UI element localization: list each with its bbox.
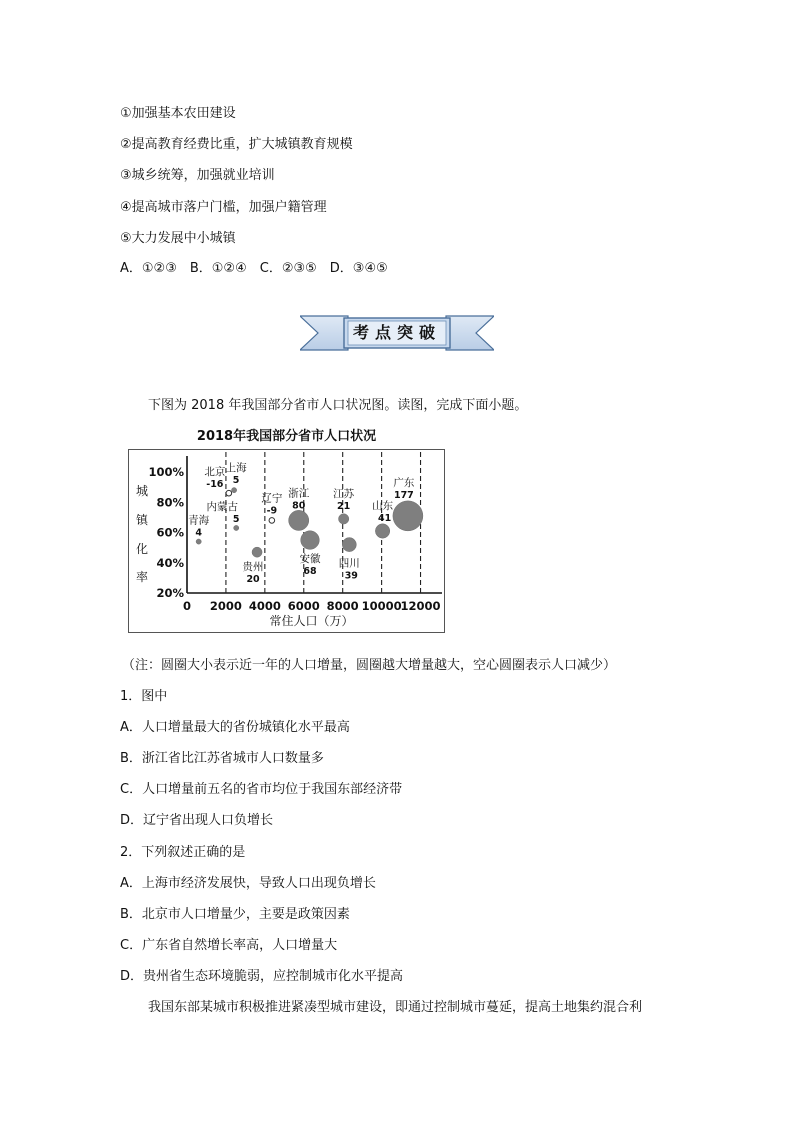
point-growth-label: 20	[246, 574, 260, 586]
y-tick-label: 80%	[156, 495, 184, 510]
choice-letter: D．	[120, 813, 144, 828]
data-point-bubble	[252, 547, 262, 557]
choice-text: 人口增量前五名的省市均位于我国东部经济带	[142, 782, 403, 797]
choice-letter: B．	[120, 751, 142, 766]
y-label-char-4: 率	[136, 570, 149, 584]
data-point-hollow	[269, 518, 275, 524]
option-3: ③城乡统筹，加强就业培训	[120, 168, 275, 183]
x-tick-label: 6000	[287, 599, 320, 613]
x-axis-label: 常住人口（万）	[269, 614, 354, 628]
data-point-bubble	[338, 514, 348, 524]
choice-letter: B．	[120, 907, 142, 922]
x-tick-label: 0	[182, 599, 192, 613]
choice-text: 浙江省比江苏省城市人口数量多	[141, 751, 324, 766]
choice-letter: A．	[120, 720, 142, 735]
x-tick-label: 12000	[400, 599, 441, 613]
q1-choice-a[interactable]	[120, 720, 350, 736]
data-point-bubble	[342, 538, 356, 552]
option-2: ②提高教育经费比重，扩大城镇教育规模	[120, 137, 353, 152]
point-growth-label: 177	[393, 489, 414, 501]
point-growth-label: 41	[377, 512, 392, 524]
data-point-bubble	[393, 501, 423, 531]
choice-letter: D．	[120, 969, 144, 984]
choice-text: 贵州省生态环境脆弱，应控制城市化水平提高	[143, 969, 404, 984]
data-point-bubble	[231, 488, 236, 493]
point-growth-label: 5	[232, 475, 240, 487]
choice-letter: C．	[120, 938, 143, 953]
data-point-bubble	[289, 510, 309, 530]
intro-text: 下图为 2018 年我国部分省市人口状况图。读图，完成下面小题。	[148, 398, 528, 413]
x-tick-label: 2000	[209, 599, 242, 613]
y-tick-label: 20%	[156, 586, 184, 600]
chart-title: 2018年我国部分省市人口状况	[196, 429, 377, 444]
point-growth-label: 4	[195, 527, 202, 539]
data-point-bubble	[301, 531, 320, 550]
answer-choices: A．①②③ B．①②④ C．②③⑤ D．③④⑤	[120, 261, 388, 276]
y-tick-label: 60%	[156, 525, 184, 540]
choice-text: 北京市人口增量少，主要是政策因素	[141, 907, 350, 922]
q2-choice-a[interactable]	[120, 876, 376, 892]
option-5: ⑤大力发展中小城镇	[120, 231, 236, 246]
point-name-label: 内蒙古	[206, 500, 238, 513]
point-name-label: 广东	[393, 476, 415, 489]
point-name-label: 贵州	[242, 561, 264, 574]
point-growth-label: 21	[337, 500, 351, 512]
point-name-label: 浙江	[288, 487, 310, 500]
data-point-hollow	[226, 490, 232, 496]
banner-label: 考点突破	[352, 323, 441, 342]
point-name-label: 辽宁	[261, 492, 283, 505]
point-growth-label: 80	[292, 500, 306, 512]
point-growth-label: -9	[266, 505, 278, 517]
data-point-bubble	[234, 525, 239, 530]
choice-text: 广东省自然增长率高，人口增量大	[142, 938, 338, 953]
x-tick-label: 4000	[248, 599, 281, 613]
q1-choice-c[interactable]	[120, 782, 402, 798]
closing-paragraph: 我国东部某城市积极推进紧凑型城市建设，即通过控制城市蔓延，提高土地集约混合利	[148, 1000, 643, 1015]
choice-text: 辽宁省出现人口负增长	[143, 813, 274, 828]
point-name-label: 山东	[372, 499, 394, 512]
y-tick-label: 40%	[156, 555, 184, 570]
point-growth-label: -16	[206, 479, 224, 491]
q2-choice-c[interactable]	[120, 938, 337, 954]
data-point-bubble	[375, 524, 389, 538]
question-2-stem: 2．下列叙述正确的是	[120, 845, 246, 860]
q1-choice-b[interactable]	[120, 751, 324, 767]
choice-text: 人口增量最大的省份城镇化水平最高	[141, 720, 350, 735]
choice-letter: A．	[120, 876, 142, 891]
y-label-char-2: 镇	[136, 513, 149, 527]
point-name-label: 江苏	[333, 487, 355, 500]
point-name-label: 安徽	[299, 553, 321, 566]
y-tick-label: 100%	[148, 465, 184, 479]
point-name-label: 北京	[204, 466, 226, 479]
point-growth-label: 5	[232, 513, 240, 525]
chart-note: （注：圆圈大小表示近一年的人口增量，圆圈越大增量越大，空心圆圈表示人口减少）	[122, 658, 617, 673]
x-tick-label: 8000	[326, 599, 359, 613]
q2-choice-d[interactable]	[120, 969, 403, 985]
x-tick-label: 10000	[361, 599, 402, 613]
point-name-label: 四川	[338, 557, 360, 570]
option-1: ①加强基本农田建设	[120, 106, 236, 121]
point-name-label: 上海	[225, 462, 247, 475]
q1-choice-d[interactable]	[120, 813, 273, 829]
point-growth-label: 68	[303, 566, 317, 578]
option-4: ④提高城市落户门槛，加强户籍管理	[120, 200, 327, 215]
point-name-label: 青海	[188, 514, 210, 527]
q2-choice-b[interactable]	[120, 907, 350, 923]
data-point-bubble	[196, 539, 201, 544]
choice-letter: C．	[120, 782, 143, 797]
question-1-stem: 1．图中	[120, 689, 168, 704]
choice-text: 上海市经济发展快，导致人口出现负增长	[141, 876, 376, 891]
point-growth-label: 39	[344, 570, 358, 582]
y-label-char-3: 化	[136, 542, 149, 556]
y-label-char-1: 城	[136, 484, 149, 498]
